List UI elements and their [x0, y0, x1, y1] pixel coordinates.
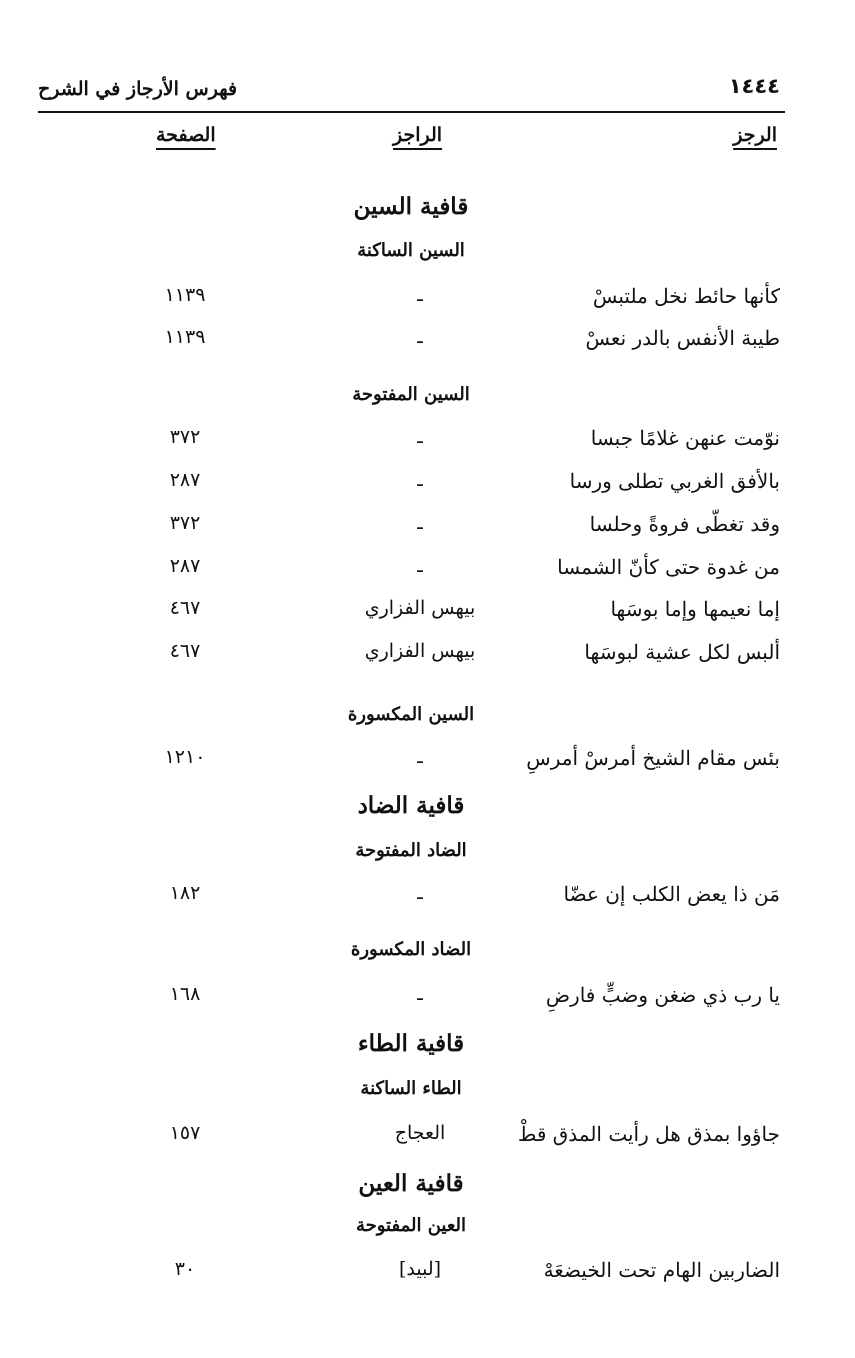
verse: مَن ذا يعض الكلب إن عضّا — [563, 882, 780, 906]
index-row — [0, 640, 855, 676]
subsection-heading: العين المفتوحة — [355, 1215, 467, 1236]
subsection-heading: السين المفتوحة — [352, 384, 470, 405]
column-header-rajiz: الراجز — [393, 124, 443, 146]
page-ref: ١٥٧ — [169, 1122, 201, 1144]
poet: ـ — [417, 426, 423, 448]
column-header-rajaz: الرجز — [733, 124, 777, 146]
verse: يا رب ذي ضغن وضبٍّ فارضِ — [545, 983, 780, 1007]
index-row — [0, 469, 855, 505]
verse: كأنها حائط نخل ملتبسْ — [592, 284, 780, 308]
index-row — [0, 597, 855, 633]
page-ref: ١١٣٩ — [164, 326, 206, 348]
section-heading: قافية العين — [358, 1170, 464, 1197]
poet: العجاج — [394, 1122, 446, 1144]
section-heading: قافية السين — [353, 193, 469, 220]
verse: ألبس لكل عشية لبوسَها — [584, 640, 780, 664]
poet: ـ — [417, 746, 423, 768]
poet: بيهس الفزاري — [364, 597, 476, 619]
page-ref: ١٦٨ — [169, 983, 201, 1005]
poet: ـ — [417, 326, 423, 348]
page-ref: ٣٧٢ — [169, 512, 201, 534]
verse: نوّمت عنهن غلامًا جبسا — [590, 426, 780, 450]
page-ref: ١٨٢ — [169, 882, 201, 904]
subsection-heading: الضاد المكسورة — [350, 939, 472, 960]
page-ref: ٢٨٧ — [169, 555, 201, 577]
header-rule — [38, 111, 785, 113]
page-number: ١٤٤٤ — [728, 74, 780, 98]
verse: بئس مقام الشيخ أمرسْ أمرسِ — [526, 746, 780, 770]
poet: ـ — [417, 284, 423, 306]
page-ref: ١٢١٠ — [164, 746, 206, 768]
index-row — [0, 1122, 855, 1158]
poet: [لبيد] — [398, 1258, 442, 1280]
column-header-page: الصفحة — [156, 124, 216, 146]
poet: ـ — [417, 983, 423, 1005]
subsection-heading: السين الساكنة — [357, 240, 465, 261]
verse: بالأفق الغربي تطلى ورسا — [569, 469, 780, 493]
verse: إما نعيمها وإما بوسَها — [610, 597, 780, 621]
page-header — [38, 74, 780, 114]
verse: من غدوة حتى كأنّ الشمسا — [557, 555, 780, 579]
section-heading: قافية الضاد — [357, 792, 465, 819]
index-row — [0, 746, 855, 782]
poet: بيهس الفزاري — [364, 640, 476, 662]
page-ref: ٢٨٧ — [169, 469, 201, 491]
index-row — [0, 326, 855, 362]
subsection-heading: السين المكسورة — [347, 704, 475, 725]
poet: ـ — [417, 555, 423, 577]
section-heading: قافية الطاء — [357, 1030, 465, 1057]
page-ref: ٣٧٢ — [169, 426, 201, 448]
index-row — [0, 512, 855, 548]
subsection-heading: الطاء الساكنة — [360, 1078, 462, 1099]
poet: ـ — [417, 512, 423, 534]
index-row — [0, 555, 855, 591]
verse: جاؤوا بمذق هل رأيت المذق قطْ — [517, 1122, 780, 1146]
running-title: فهرس الأرجاز في الشرح — [38, 78, 238, 100]
index-row — [0, 284, 855, 320]
index-row — [0, 1258, 855, 1294]
page-ref: ٣٠ — [174, 1258, 196, 1280]
subsection-heading: الضاد المفتوحة — [355, 840, 467, 861]
index-row — [0, 983, 855, 1019]
page-ref: ٤٦٧ — [169, 640, 201, 662]
verse: الضاربين الهام تحت الخيضعَهْ — [543, 1258, 780, 1282]
index-row — [0, 882, 855, 918]
page-ref: ١١٣٩ — [164, 284, 206, 306]
poet: ـ — [417, 882, 423, 904]
poet: ـ — [417, 469, 423, 491]
index-row — [0, 426, 855, 462]
verse: وقد تغطّى فروةً وحلسا — [589, 512, 780, 536]
verse: طيبة الأنفس بالدر نعسْ — [585, 326, 780, 350]
page-ref: ٤٦٧ — [169, 597, 201, 619]
